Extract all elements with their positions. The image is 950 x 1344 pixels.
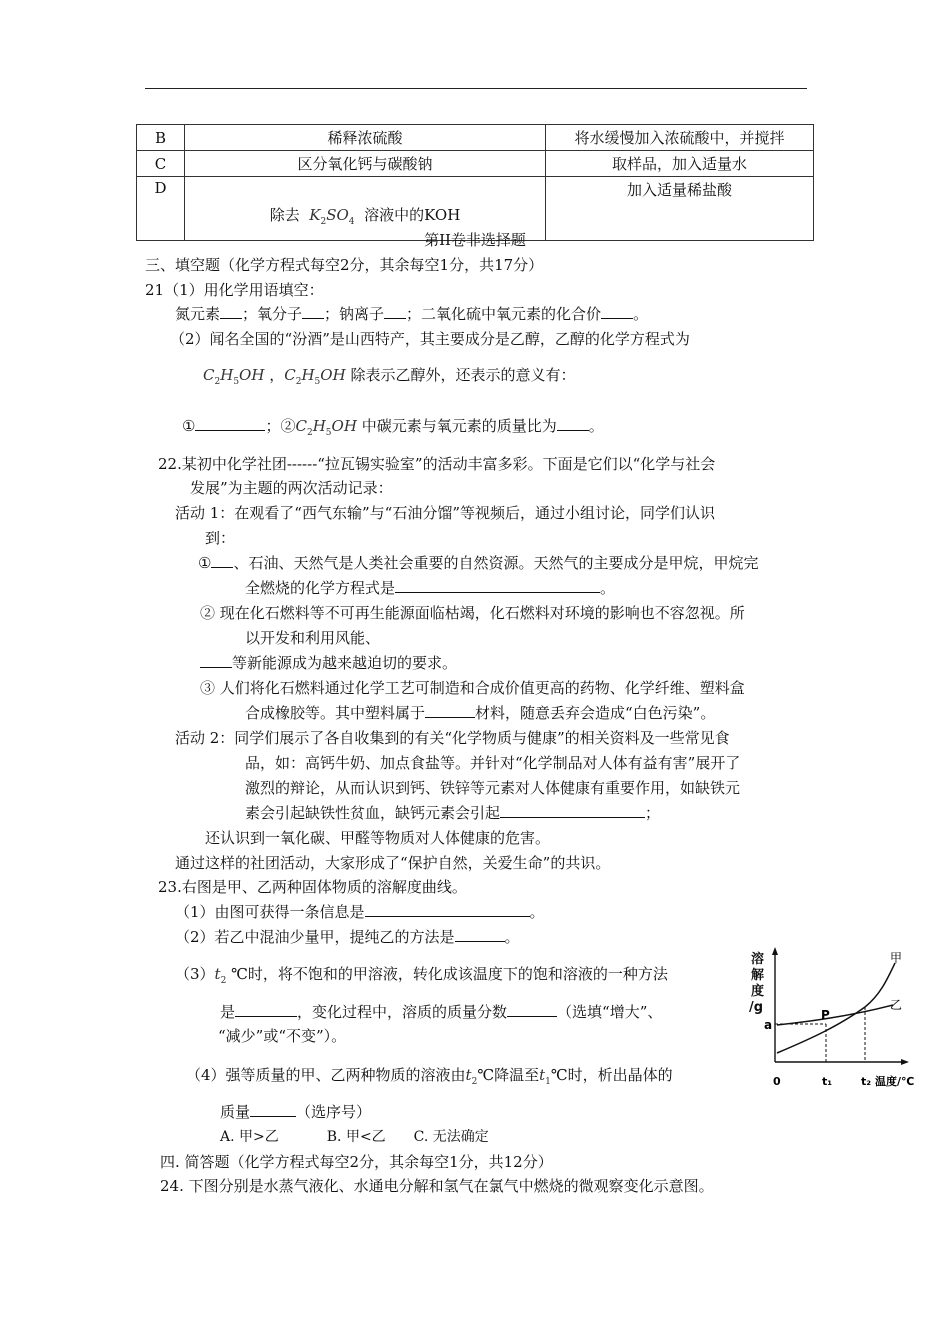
q24-text: 24. 下图分别是水蒸气液化、水通电分解和氢气在氯气中燃烧的微观察变化示意图。 bbox=[160, 1177, 714, 1195]
answer-blank[interactable] bbox=[220, 304, 242, 319]
table-row bbox=[137, 151, 814, 177]
q21-line1 bbox=[175, 304, 648, 324]
ethanol-formula: $C_2H_5OH$ bbox=[203, 366, 265, 387]
text: （选序号） bbox=[296, 1103, 372, 1121]
text: ；氧分子 bbox=[242, 305, 303, 323]
text: 、石油、天然气是人类社会重要的自然资源。天然气的主要成分是甲烷，甲烷完 bbox=[233, 554, 759, 572]
text: 全燃烧的化学方程式是 bbox=[245, 579, 396, 597]
curve-jia bbox=[777, 963, 895, 1053]
answer-blank[interactable] bbox=[395, 578, 600, 593]
q22-line bbox=[245, 578, 615, 598]
q23-line bbox=[175, 927, 520, 947]
text: 除表示乙醇外，还表示的意义有： bbox=[350, 366, 576, 384]
text: ℃时，析出晶体的 bbox=[550, 1066, 673, 1084]
q22-line: 激烈的辩论，从而认识到钙、铁锌等元素对人体健康有重要作用，如缺铁元 bbox=[245, 779, 741, 797]
content-suffix: 溶液中的KOH bbox=[364, 206, 461, 224]
row-method: 将水缓慢加入浓硫酸中，并搅拌 bbox=[546, 125, 814, 151]
options-table bbox=[136, 124, 814, 241]
q22-line: 发展”为主题的两次活动记录： bbox=[190, 479, 393, 497]
text: （4）强等质量的甲、乙两种物质的溶液由 bbox=[186, 1066, 466, 1084]
text: ① bbox=[198, 554, 212, 572]
choice-c: C. 无法确定 bbox=[413, 1129, 489, 1145]
answer-blank[interactable] bbox=[200, 653, 232, 668]
text: （3） bbox=[175, 965, 215, 983]
answer-blank[interactable] bbox=[302, 304, 324, 319]
q23-line bbox=[175, 964, 668, 991]
text: 合成橡胶等。其中塑料属于 bbox=[245, 704, 426, 722]
ylabel-char: /g bbox=[749, 1000, 764, 1015]
ethanol-formula: $C_2H_5OH$ bbox=[295, 417, 357, 438]
section4-heading: 四. 简答题（化学方程式每空2分，其余每空1分，共12分） bbox=[160, 1153, 553, 1171]
q22-line: 以开发和利用风能、 bbox=[245, 629, 381, 647]
point-label: P bbox=[821, 1008, 830, 1022]
ethanol-formula: $C_2H_5OH$ bbox=[284, 366, 346, 387]
text: 氮元素 bbox=[175, 305, 221, 323]
text: 。 bbox=[588, 417, 604, 435]
answer-blank[interactable] bbox=[425, 703, 475, 718]
choice-b: B. 甲<乙 bbox=[326, 1129, 386, 1145]
q21-sub-line bbox=[182, 416, 604, 443]
q22-line: 还认识到一氧化碳、甲醛等物质对人体健康的危害。 bbox=[205, 829, 551, 847]
text: （选填“增大”、 bbox=[557, 1003, 663, 1021]
answer-blank[interactable] bbox=[195, 416, 265, 431]
q22-line: 活动 2：同学们展示了各自收集到的有关“化学物质与健康”的相关资料及一些常见食 bbox=[175, 729, 730, 747]
text: 是 bbox=[220, 1003, 236, 1021]
section3-heading: 三、填空题（化学方程式每空2分，其余每空1分，共17分） bbox=[145, 256, 544, 274]
q23-line bbox=[186, 1065, 673, 1092]
text: ；② bbox=[265, 417, 296, 435]
row-content: 稀释浓硫酸 bbox=[185, 125, 546, 151]
answer-blank[interactable] bbox=[235, 1002, 297, 1017]
y-tick-label: a bbox=[764, 1018, 773, 1032]
text: 。 bbox=[504, 928, 520, 946]
curve-label-yi: 乙 bbox=[890, 998, 903, 1012]
row-method: 取样品，加入适量水 bbox=[546, 151, 814, 177]
t2-symbol: $t_2$ bbox=[214, 965, 227, 986]
row-method: 加入适量稀盐酸 bbox=[546, 177, 814, 241]
text: ；二氧化硫中氧元素的化合价 bbox=[406, 305, 602, 323]
q21-formula-line: $C_2H_5OH$ ，$C_2H_5OH$ 除表示乙醇外，还表示的意义有： bbox=[203, 366, 576, 387]
text: ；钠离子 bbox=[324, 305, 385, 323]
solubility-chart bbox=[745, 945, 935, 1095]
text: ； bbox=[645, 804, 661, 822]
ylabel-char: 度 bbox=[751, 984, 765, 999]
q22-line bbox=[245, 803, 660, 823]
text: 。 bbox=[600, 579, 616, 597]
k2so4-formula: $K_2SO_4$ bbox=[304, 206, 355, 227]
choice-a: A. 甲>乙 bbox=[220, 1129, 279, 1145]
q22-line: ③ 人们将化石燃料通过化学工艺可制造和合成价值更高的药物、化学纤维、塑料盒 bbox=[200, 679, 745, 697]
section2-title: 第II卷非选择题 bbox=[424, 231, 526, 249]
ylabel-char: 解 bbox=[751, 968, 765, 983]
q23-choices bbox=[220, 1127, 489, 1147]
answer-blank[interactable] bbox=[601, 304, 633, 319]
answer-blank[interactable] bbox=[500, 803, 645, 818]
answer-blank[interactable] bbox=[365, 902, 530, 917]
text: （1）由图可获得一条信息是 bbox=[175, 903, 365, 921]
answer-blank[interactable] bbox=[557, 416, 589, 431]
q22-line: 22.某初中化学社团------“拉瓦锡实验室”的活动丰富多彩。下面是它们以“化学与社会 bbox=[158, 455, 716, 473]
q22-line: 活动 1：在观看了“西气东输”与“石油分馏”等视频后，通过小组讨论，同学们认识 bbox=[175, 504, 715, 522]
q22-line: 通过这样的社团活动，大家形成了“保护自然，关爱生命”的共识。 bbox=[175, 854, 611, 872]
text: 等新能源成为越来越迫切的要求。 bbox=[232, 654, 458, 672]
text: 。 bbox=[529, 903, 545, 921]
x-axis-label: 温度/℃ bbox=[875, 1075, 915, 1088]
q22-line bbox=[198, 553, 758, 573]
answer-blank[interactable] bbox=[384, 304, 406, 319]
answer-blank[interactable] bbox=[250, 1102, 296, 1117]
answer-blank[interactable] bbox=[507, 1002, 557, 1017]
text: 素会引起缺铁性贫血，缺钙元素会引起 bbox=[245, 804, 501, 822]
text: （2）若乙中混油少量甲，提纯乙的方法是 bbox=[175, 928, 455, 946]
q23-line bbox=[220, 1002, 662, 1022]
text: ℃降温至 bbox=[477, 1066, 540, 1084]
top-rule bbox=[145, 88, 807, 89]
row-label: C bbox=[137, 151, 185, 177]
text: 材料，随意丢弃会造成“白色污染”。 bbox=[475, 704, 716, 722]
q22-line: 到： bbox=[205, 529, 236, 547]
text: ℃时，将不饱和的甲溶液，转化成该温度下的饱和溶液的一种方法 bbox=[231, 965, 668, 983]
q22-line: 品，如：高钙牛奶、加点食盐等。并针对“化学制品对人体有益有害”展开了 bbox=[245, 754, 741, 772]
text: 质量 bbox=[220, 1103, 251, 1121]
q21-part2: （2）闻名全国的“汾酒”是山西特产，其主要成分是乙醇，乙醇的化学方程式为 bbox=[170, 330, 690, 348]
curve-yi bbox=[777, 1005, 893, 1025]
t2-symbol: $t_2$ bbox=[465, 1066, 478, 1087]
x-tick-label: t₁ bbox=[822, 1075, 833, 1088]
t1-symbol: $t_1$ bbox=[539, 1066, 551, 1087]
text: 中碳元素与氧元素的质量比为 bbox=[361, 417, 557, 435]
q23-line bbox=[175, 902, 545, 922]
q23-line: “减少”或“不变”）。 bbox=[218, 1027, 347, 1045]
q23-line: 23.右图是甲、乙两种固体物质的溶解度曲线。 bbox=[158, 878, 467, 896]
table-row bbox=[137, 125, 814, 151]
ylabel-char: 溶 bbox=[751, 952, 765, 967]
text: ，变化过程中，溶质的质量分数 bbox=[297, 1003, 508, 1021]
row-label: D bbox=[137, 177, 185, 241]
origin-label: 0 bbox=[773, 1075, 781, 1088]
x-tick-label: t₂ bbox=[861, 1075, 872, 1088]
q22-line bbox=[245, 703, 715, 723]
content-prefix: 除去 bbox=[269, 206, 300, 224]
q22-line bbox=[200, 653, 457, 673]
row-label: B bbox=[137, 125, 185, 151]
text: ① bbox=[182, 417, 196, 435]
y-axis-arrow bbox=[772, 947, 778, 955]
text: 。 bbox=[633, 305, 649, 323]
q23-line bbox=[220, 1102, 371, 1122]
answer-blank[interactable] bbox=[211, 553, 233, 568]
q21-intro: 21（1）用化学用语填空： bbox=[145, 281, 324, 299]
row-content: 区分氧化钙与碳酸钠 bbox=[185, 151, 546, 177]
q22-line: ② 现在化石燃料等不可再生能源面临枯竭，化石燃料对环境的影响也不容忽视。所 bbox=[200, 604, 745, 622]
answer-blank[interactable] bbox=[455, 927, 505, 942]
x-axis-arrow bbox=[901, 1059, 909, 1065]
curve-label-jia: 甲 bbox=[890, 951, 903, 965]
